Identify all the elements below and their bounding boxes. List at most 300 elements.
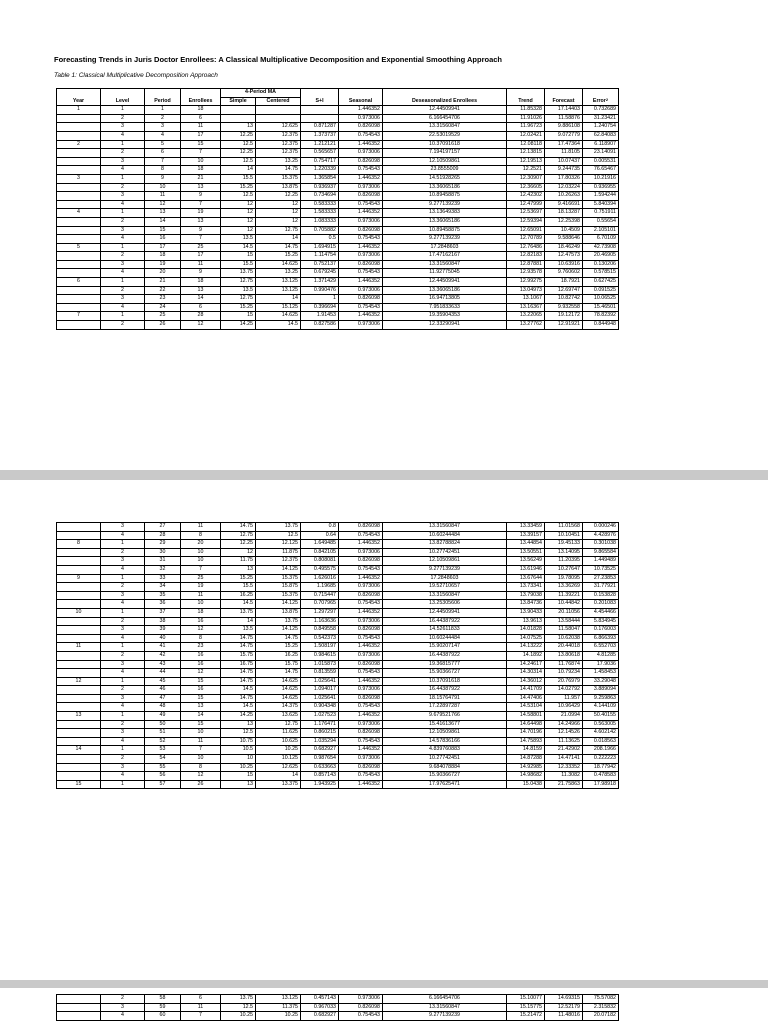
simple-ma-cell: 14.5 (221, 600, 256, 609)
table-row (57, 548, 619, 557)
forecast-cell: 9.244735 (545, 166, 583, 175)
enrollees-cell: 10 (181, 157, 221, 166)
error-cell: 0.563005 (583, 720, 619, 729)
enrollees-cell: 26 (181, 780, 221, 789)
simple-ma-cell: 10.25 (221, 1012, 256, 1021)
forecast-cell: 18.7921 (545, 278, 583, 287)
enrollees-cell: 8 (181, 531, 221, 540)
year-cell: 6 (57, 278, 101, 287)
centered-ma-cell: 11.375 (256, 1003, 301, 1012)
table-row (57, 763, 619, 772)
centered-ma-cell: 12.25 (256, 192, 301, 201)
seasonal-cell: 0.973006 (339, 651, 383, 660)
period-cell: 8 (145, 166, 181, 175)
error-cell: 62.84083 (583, 131, 619, 140)
centered-ma-cell: 12.375 (256, 149, 301, 158)
level-cell: 1 (101, 746, 145, 755)
simple-ma-cell: 14.75 (221, 669, 256, 678)
simple-ma-cell: 15.5 (221, 260, 256, 269)
error-cell: 31.23421 (583, 114, 619, 123)
forecast-cell: 19.12172 (545, 312, 583, 321)
si-cell: 1.035294 (301, 737, 339, 746)
trend-cell: 14.47406 (507, 694, 545, 703)
centered-ma-cell (256, 106, 301, 115)
period-cell: 51 (145, 729, 181, 738)
year-cell (57, 217, 101, 226)
period-cell: 23 (145, 295, 181, 304)
centered-ma-cell: 14 (256, 235, 301, 244)
deseasonalized-cell: 10.89458875 (383, 226, 507, 235)
period-cell: 35 (145, 591, 181, 600)
simple-ma-cell: 11.75 (221, 557, 256, 566)
table-row (57, 591, 619, 600)
forecast-cell: 10.10451 (545, 531, 583, 540)
si-cell: 1 (301, 295, 339, 304)
table-row (57, 252, 619, 261)
table-row (57, 729, 619, 738)
simple-ma-cell: 14.5 (221, 243, 256, 252)
trend-cell: 12.36605 (507, 183, 545, 192)
trend-cell: 13.22065 (507, 312, 545, 321)
level-cell: 2 (101, 755, 145, 764)
forecast-cell: 12.03224 (545, 183, 583, 192)
simple-ma-cell: 12 (221, 226, 256, 235)
table-row (57, 200, 619, 209)
level-cell: 4 (101, 531, 145, 540)
centered-ma-cell: 13.125 (256, 278, 301, 287)
trend-cell: 14.30314 (507, 669, 545, 678)
simple-ma-cell: 15.25 (221, 303, 256, 312)
error-cell: 0.000246 (583, 523, 619, 532)
table-row (57, 1003, 619, 1012)
si-cell: 0.860215 (301, 729, 339, 738)
centered-ma-cell: 14.125 (256, 565, 301, 574)
simple-ma-cell: 12 (221, 209, 256, 218)
enrollees-cell: 18 (181, 166, 221, 175)
simple-ma-cell: 13.5 (221, 235, 256, 244)
simple-ma-cell: 12 (221, 548, 256, 557)
forecast-cell: 9.760602 (545, 269, 583, 278)
deseasonalized-cell: 13.82788824 (383, 540, 507, 549)
si-cell: 1.91453 (301, 312, 339, 321)
enrollees-cell: 10 (181, 729, 221, 738)
enrollees-cell: 12 (181, 626, 221, 635)
si-cell: 0.396694 (301, 303, 339, 312)
level-cell: 2 (101, 286, 145, 295)
trend-cell: 13.56249 (507, 557, 545, 566)
period-cell: 19 (145, 260, 181, 269)
enrollees-cell: 19 (181, 583, 221, 592)
error-cell: 50.40155 (583, 712, 619, 721)
enrollees-cell: 9 (181, 226, 221, 235)
enrollees-cell: 6 (181, 114, 221, 123)
trend-cell: 13.84736 (507, 600, 545, 609)
deseasonalized-cell: 10.37091618 (383, 140, 507, 149)
year-cell (57, 720, 101, 729)
table-row (57, 746, 619, 755)
si-cell: 1.212121 (301, 140, 339, 149)
simple-ma-cell: 16.75 (221, 660, 256, 669)
period-cell: 45 (145, 677, 181, 686)
deseasonalized-cell: 14.52611833 (383, 626, 507, 635)
simple-ma-cell: 14.75 (221, 523, 256, 532)
seasonal-cell: 0.973006 (339, 755, 383, 764)
period-cell: 6 (145, 149, 181, 158)
period-cell: 58 (145, 995, 181, 1004)
si-cell: 1.015873 (301, 660, 339, 669)
error-cell: 17.9036 (583, 660, 619, 669)
table-row (57, 278, 619, 287)
centered-ma-cell: 12 (256, 217, 301, 226)
seasonal-cell: 1.446352 (339, 780, 383, 789)
trend-cell: 14.70196 (507, 729, 545, 738)
centered-ma-cell: 15.75 (256, 660, 301, 669)
forecast-cell: 14.47141 (545, 755, 583, 764)
si-cell: 0.752137 (301, 260, 339, 269)
table-row (57, 321, 619, 330)
year-cell: 3 (57, 174, 101, 183)
error-cell: 0.751911 (583, 209, 619, 218)
centered-ma-cell: 14.625 (256, 677, 301, 686)
enrollees-cell: 11 (181, 737, 221, 746)
seasonal-cell: 1.446352 (339, 608, 383, 617)
enrollees-cell: 12 (181, 669, 221, 678)
simple-ma-cell: 15 (221, 312, 256, 321)
si-cell: 0.565657 (301, 149, 339, 158)
forecast-cell: 11.01568 (545, 523, 583, 532)
si-cell: 1.365854 (301, 174, 339, 183)
enrollees-cell: 16 (181, 686, 221, 695)
table-row (57, 286, 619, 295)
deseasonalized-cell: 13.31560847 (383, 123, 507, 132)
year-cell (57, 634, 101, 643)
table-row (57, 651, 619, 660)
error-cell: 75.57082 (583, 995, 619, 1004)
deseasonalized-cell: 13.31560847 (383, 591, 507, 600)
si-cell: 0.705882 (301, 226, 339, 235)
si-cell: 1.373737 (301, 131, 339, 140)
trend-cell: 13.9613 (507, 617, 545, 626)
forecast-cell: 11.8105 (545, 149, 583, 158)
si-cell: 1.297297 (301, 608, 339, 617)
period-cell: 16 (145, 235, 181, 244)
level-cell: 3 (101, 226, 145, 235)
simple-ma-cell: 12.75 (221, 531, 256, 540)
trend-cell: 12.42302 (507, 192, 545, 201)
centered-ma-cell: 10.25 (256, 746, 301, 755)
centered-ma-cell: 10.625 (256, 737, 301, 746)
seasonal-cell: 0.973006 (339, 183, 383, 192)
forecast-cell: 20.76979 (545, 677, 583, 686)
si-cell: 0.849558 (301, 626, 339, 635)
year-cell (57, 226, 101, 235)
period-cell: 34 (145, 583, 181, 592)
level-cell: 2 (101, 995, 145, 1004)
si-cell: 0.64 (301, 531, 339, 540)
seasonal-cell: 0.754543 (339, 634, 383, 643)
seasonal-cell: 0.826098 (339, 591, 383, 600)
level-cell: 3 (101, 660, 145, 669)
level-cell: 1 (101, 608, 145, 617)
si-cell: 0.682927 (301, 746, 339, 755)
year-cell (57, 183, 101, 192)
deseasonalized-cell: 12.10509861 (383, 557, 507, 566)
forecast-cell: 11.76874 (545, 660, 583, 669)
forecast-cell: 19.78095 (545, 574, 583, 583)
centered-ma-cell: 14.75 (256, 634, 301, 643)
period-cell: 28 (145, 531, 181, 540)
error-cell: 5.840394 (583, 200, 619, 209)
si-cell: 0.633663 (301, 763, 339, 772)
enrollees-cell: 25 (181, 243, 221, 252)
simple-ma-cell: 13.75 (221, 269, 256, 278)
centered-ma-cell: 15.375 (256, 574, 301, 583)
year-cell (57, 114, 101, 123)
error-cell: 0.936955 (583, 183, 619, 192)
header-si: S+I (301, 89, 339, 106)
period-cell: 52 (145, 737, 181, 746)
year-cell (57, 286, 101, 295)
trend-cell: 14.8159 (507, 746, 545, 755)
trend-cell: 12.19513 (507, 157, 545, 166)
error-cell: 20.07182 (583, 1012, 619, 1021)
deseasonalized-cell: 12.10509861 (383, 729, 507, 738)
seasonal-cell: 0.754543 (339, 737, 383, 746)
error-cell: 4.81285 (583, 651, 619, 660)
forecast-cell: 13.14095 (545, 548, 583, 557)
deseasonalized-cell: 13.25305606 (383, 600, 507, 609)
si-cell: 1.371429 (301, 278, 339, 287)
seasonal-cell: 0.973006 (339, 149, 383, 158)
deseasonalized-cell: 7.951833633 (383, 303, 507, 312)
centered-ma-cell: 15.375 (256, 591, 301, 600)
table-row (57, 720, 619, 729)
deseasonalized-cell: 17.97625471 (383, 780, 507, 789)
year-cell: 12 (57, 677, 101, 686)
period-cell: 9 (145, 174, 181, 183)
period-cell: 33 (145, 574, 181, 583)
si-cell: 1.094017 (301, 686, 339, 695)
error-cell: 76.65467 (583, 166, 619, 175)
year-cell (57, 295, 101, 304)
year-cell (57, 192, 101, 201)
period-cell: 24 (145, 303, 181, 312)
si-cell: 1.626016 (301, 574, 339, 583)
deseasonalized-cell: 23.8555009 (383, 166, 507, 175)
simple-ma-cell (221, 106, 256, 115)
header-trend: Trend (507, 89, 545, 106)
error-cell: 9.259863 (583, 694, 619, 703)
centered-ma-cell: 15.125 (256, 303, 301, 312)
trend-cell: 14.41709 (507, 686, 545, 695)
simple-ma-cell: 15 (221, 252, 256, 261)
simple-ma-cell: 10.25 (221, 763, 256, 772)
trend-cell: 11.91026 (507, 114, 545, 123)
level-cell: 2 (101, 686, 145, 695)
simple-ma-cell: 10.75 (221, 737, 256, 746)
year-cell: 1 (57, 106, 101, 115)
forecast-cell: 10.44842 (545, 600, 583, 609)
trend-cell: 13.50551 (507, 548, 545, 557)
centered-ma-cell: 14.125 (256, 626, 301, 635)
seasonal-cell: 0.973006 (339, 321, 383, 330)
table-row (57, 149, 619, 158)
year-cell (57, 1012, 101, 1021)
year-cell (57, 303, 101, 312)
year-cell (57, 600, 101, 609)
si-cell: 1.083333 (301, 217, 339, 226)
period-cell: 40 (145, 634, 181, 643)
forecast-cell: 13.36269 (545, 583, 583, 592)
deseasonalized-cell: 16.94713805 (383, 295, 507, 304)
si-cell: 0.754717 (301, 157, 339, 166)
simple-ma-cell: 12.5 (221, 729, 256, 738)
seasonal-cell: 0.973006 (339, 252, 383, 261)
forecast-cell: 10.79234 (545, 669, 583, 678)
level-cell: 3 (101, 123, 145, 132)
trend-cell: 12.65091 (507, 226, 545, 235)
enrollees-cell: 11 (181, 123, 221, 132)
table-row (57, 712, 619, 721)
header-error-label: Error (592, 97, 606, 104)
trend-cell: 12.99275 (507, 278, 545, 287)
decomposition-table-page-1 (56, 88, 619, 330)
table-row (57, 523, 619, 532)
centered-ma-cell: 14.625 (256, 260, 301, 269)
table-row (57, 260, 619, 269)
centered-ma-cell: 11.875 (256, 548, 301, 557)
table-row (57, 235, 619, 244)
enrollees-cell: 7 (181, 200, 221, 209)
period-cell: 14 (145, 217, 181, 226)
enrollees-cell: 18 (181, 278, 221, 287)
error-cell: 1.240754 (583, 123, 619, 132)
period-cell: 41 (145, 643, 181, 652)
simple-ma-cell: 12 (221, 200, 256, 209)
simple-ma-cell: 13 (221, 565, 256, 574)
enrollees-cell: 16 (181, 617, 221, 626)
period-cell: 30 (145, 548, 181, 557)
error-cell: 5.834945 (583, 617, 619, 626)
period-cell: 13 (145, 209, 181, 218)
table-row (57, 703, 619, 712)
year-cell (57, 763, 101, 772)
period-cell: 43 (145, 660, 181, 669)
centered-ma-cell: 14.625 (256, 686, 301, 695)
forecast-cell: 11.48016 (545, 1012, 583, 1021)
trend-cell: 13.27762 (507, 321, 545, 330)
enrollees-cell: 7 (181, 746, 221, 755)
error-cell: 4.454466 (583, 608, 619, 617)
error-cell: 0.018563 (583, 737, 619, 746)
simple-ma-cell: 12.75 (221, 295, 256, 304)
enrollees-cell: 13 (181, 286, 221, 295)
centered-ma-cell: 12.625 (256, 763, 301, 772)
centered-ma-cell: 12.75 (256, 226, 301, 235)
si-cell: 1.220339 (301, 166, 339, 175)
centered-ma-cell: 13.25 (256, 157, 301, 166)
trend-cell: 15.15775 (507, 1003, 545, 1012)
decomposition-table-page-2 (56, 522, 619, 789)
seasonal-cell: 0.826098 (339, 523, 383, 532)
enrollees-cell: 6 (181, 995, 221, 1004)
period-cell: 46 (145, 686, 181, 695)
forecast-cell: 12.47573 (545, 252, 583, 261)
seasonal-cell: 1.446352 (339, 677, 383, 686)
year-cell (57, 660, 101, 669)
seasonal-cell: 0.973006 (339, 286, 383, 295)
year-cell (57, 626, 101, 635)
simple-ma-cell: 13.75 (221, 995, 256, 1004)
enrollees-cell: 21 (181, 174, 221, 183)
table-row (57, 312, 619, 321)
centered-ma-cell: 14.375 (256, 703, 301, 712)
centered-ma-cell: 13.125 (256, 995, 301, 1004)
si-cell: 0.904348 (301, 703, 339, 712)
forecast-cell: 14.02792 (545, 686, 583, 695)
year-cell (57, 686, 101, 695)
forecast-cell: 18.46249 (545, 243, 583, 252)
year-cell (57, 729, 101, 738)
table-row (57, 694, 619, 703)
si-cell: 1.025641 (301, 677, 339, 686)
forecast-cell: 11.58047 (545, 626, 583, 635)
centered-ma-cell: 12.125 (256, 540, 301, 549)
trend-cell: 14.92985 (507, 763, 545, 772)
forecast-cell: 11.957 (545, 694, 583, 703)
si-cell: 1.176471 (301, 720, 339, 729)
error-cell: 0.627425 (583, 278, 619, 287)
year-cell: 4 (57, 209, 101, 218)
level-cell: 4 (101, 737, 145, 746)
centered-ma-cell: 14.625 (256, 694, 301, 703)
si-cell: 0.808081 (301, 557, 339, 566)
error-cell: 208.1966 (583, 746, 619, 755)
centered-ma-cell: 12.375 (256, 140, 301, 149)
table-row (57, 123, 619, 132)
year-cell (57, 131, 101, 140)
seasonal-cell: 0.754543 (339, 269, 383, 278)
trend-cell: 14.64498 (507, 720, 545, 729)
deseasonalized-cell: 22.53019529 (383, 131, 507, 140)
level-cell: 2 (101, 720, 145, 729)
simple-ma-cell: 13 (221, 123, 256, 132)
table-row (57, 686, 619, 695)
simple-ma-cell: 14.5 (221, 703, 256, 712)
period-cell: 22 (145, 286, 181, 295)
error-cell: 1.594244 (583, 192, 619, 201)
year-cell (57, 157, 101, 166)
period-cell: 26 (145, 321, 181, 330)
trend-cell: 12.47999 (507, 200, 545, 209)
period-cell: 1 (145, 106, 181, 115)
level-cell: 2 (101, 252, 145, 261)
centered-ma-cell: 16.25 (256, 651, 301, 660)
forecast-cell: 13.80618 (545, 651, 583, 660)
enrollees-cell: 10 (181, 548, 221, 557)
enrollees-cell: 8 (181, 763, 221, 772)
period-cell: 5 (145, 140, 181, 149)
table-row (57, 660, 619, 669)
level-cell: 1 (101, 712, 145, 721)
error-cell: 0.130206 (583, 260, 619, 269)
forecast-cell: 12.69747 (545, 286, 583, 295)
deseasonalized-cell: 14.57836166 (383, 737, 507, 746)
deseasonalized-cell: 19.36815777 (383, 660, 507, 669)
simple-ma-cell: 12.25 (221, 149, 256, 158)
level-cell: 4 (101, 600, 145, 609)
seasonal-cell: 1.446352 (339, 278, 383, 287)
